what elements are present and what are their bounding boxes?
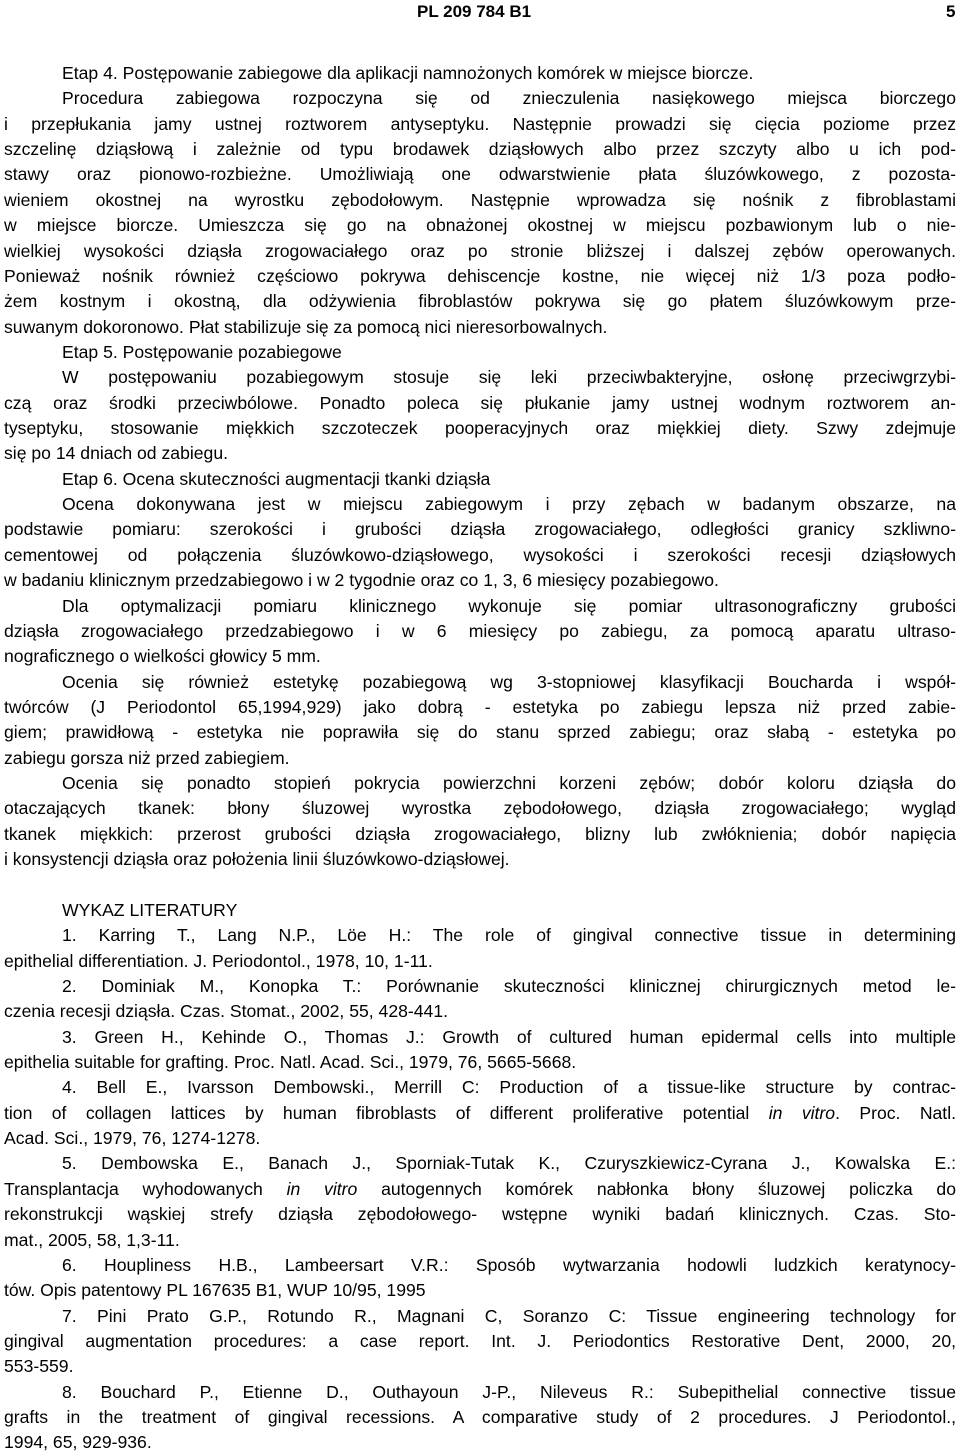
- text-span: Transplantacja wyhodowanych: [4, 1178, 287, 1199]
- text-line: Ponieważ nośnik również częściowo pokrywa dehiscencje kostne, nie więcej niż 1/3 poza podło-: [4, 265, 956, 286]
- text-line: W postępowaniu pozabiegowym stosuje się leki przeciwbakteryjne, osłonę przeciwgrzybi-: [62, 367, 956, 388]
- text-line: 3. Green H., Kehinde O., Thomas J.: Growth of cultured human epidermal cells into multiple: [62, 1026, 956, 1047]
- text-line: wieniem okostnej na wyrostku zębodołowym. Następnie wprowadza się nośnik z fibroblastami: [4, 189, 956, 210]
- text-span: autogennych komórek nabłonka błony śluzowej policzka do: [357, 1178, 956, 1199]
- text-line: Dla optymalizacji pomiaru klinicznego wykonuje się pomiar ultrasonograficzny grubości: [62, 595, 956, 616]
- text-line: Etap 6. Ocena skuteczności augmentacji tkanki dziąsła: [62, 468, 491, 489]
- text-line: Etap 4. Postępowanie zabiegowe dla aplikacji namnożonych komórek w miejsce biorcze.: [62, 63, 754, 83]
- text-line: Ocenia się ponadto stopień pokrycia powierzchni korzeni zębów; dobór koloru dziąsła do: [62, 773, 956, 794]
- text-line: w miejsce biorcze. Umieszcza się go na obnażonej okostnej w miejscu pozbawionym lub o nie-: [4, 215, 956, 236]
- text-line: czą oraz środki przeciwbólowe. Ponadto poleca się płukanie jamy ustnej wodnym roztworem an-: [4, 392, 956, 413]
- text-line: Etap 5. Postępowanie pozabiegowe: [62, 341, 342, 362]
- text-line: WYKAZ LITERATURY: [62, 899, 238, 920]
- text-line: rekonstrukcji wąskiej strefy dziąsła zębodołowego- wstępne wyniki badań klinicznych. Czas. Sto-: [4, 1204, 956, 1225]
- text-span: tion of collagen lattices by human fibroblasts of different proliferative potential: [4, 1102, 769, 1123]
- text-line: czenia recesji dziąsła. Czas. Stomat., 2002, 55, 428-441.: [4, 1001, 448, 1022]
- text-line: podstawie pomiaru: szerokości i grubości dziąsła zrogowaciałego, odległości granicy szkliwno-: [4, 519, 956, 540]
- text-line: wielkiej wysokości dziąsła zrogowaciałego oraz po stronie bliższej i dalszej zębów operowanych.: [4, 240, 956, 261]
- text-line: giem; prawidłową - estetyka nie poprawiła się do stanu sprzed zabiegu; oraz słabą - estetyka po: [4, 722, 956, 743]
- text-line: 553-559.: [4, 1356, 74, 1377]
- text-line: żem kostnym i okostną, dla odżywienia fibroblastów pokrywa się go płatem śluzówkowym prze-: [4, 291, 956, 312]
- text-line: i przepłukania jamy ustnej roztworem antyseptyku. Następnie prowadzi się cięcia poziome przez: [4, 113, 956, 134]
- text-line: otaczających tkanek: błony śluzowej wyrostka zębodołowego, dziąsła zrogowaciałego; wygląd: [4, 798, 956, 819]
- text-line: stawy oraz pionowo-rozbieżne. Umożliwiają one odwarstwienie płata śluzówkowego, z pozosta-: [4, 164, 956, 185]
- text-span: . Proc. Natl.: [835, 1102, 956, 1123]
- text-line: zabiegu gorsza niż przed zabiegiem.: [4, 747, 290, 768]
- text-line: 2. Dominiak M., Konopka T.: Porównanie skuteczności klinicznej chirurgicznych metod le-: [62, 975, 956, 996]
- text-line: nograficznego o wielkości głowicy 5 mm.: [4, 646, 321, 667]
- text-line: tkanek miękkich: przerost grubości dziąsła zrogowaciałego, blizny lub zwłóknienia; dobór napięcia: [4, 823, 956, 844]
- text-line: 5. Dembowska E., Banach J., Sporniak-Tutak K., Czuryszkiewicz-Cyrana J., Kowalska E.:: [62, 1153, 956, 1174]
- text-line: się po 14 dniach od zabiegu.: [4, 443, 229, 464]
- text-line: grafts in the treatment of gingival recessions. A comparative study of 2 procedures. J Periodontol.,: [4, 1407, 956, 1428]
- text-line: Ocenia się również estetykę pozabiegową wg 3-stopniowej klasyfikacji Boucharda i współ-: [62, 671, 956, 692]
- page-number: 5: [946, 2, 956, 21]
- text-line: epithelia suitable for grafting. Proc. Natl. Acad. Sci., 1979, 76, 5665-5668.: [4, 1052, 577, 1073]
- text-line: dziąsła zrogowaciałego przedzabiegowo i w 6 miesięcy po zabiegu, za pomocą aparatu ultraso-: [4, 620, 956, 641]
- text-line: tyseptyku, stosowanie miękkich szczoteczek pooperacyjnych oraz miękkiej diety. Szwy zdejmuje: [4, 418, 956, 439]
- patent-number: PL 209 784 B1: [417, 2, 532, 21]
- text-line: cementowej od połączenia śluzówkowo-dziąsłowego, wysokości i szerokości recesji dziąsłowych: [4, 544, 956, 565]
- text-line: twórców (J Periodontol 65,1994,929) jako dobrą - estetyka po zabiegu lepsza niż przed zabie-: [4, 697, 956, 717]
- text-line: 1994, 65, 929-936.: [4, 1432, 152, 1453]
- text-line: mat., 2005, 58, 1,3-11.: [4, 1229, 180, 1250]
- text-line: 4. Bell E., Ivarsson Dembowski., Merrill C: Production of a tissue-like structure by contrac-: [62, 1077, 956, 1098]
- text-line: [4, 1100, 956, 1126]
- italic-text: in vitro: [286, 1178, 358, 1199]
- text-line: Acad. Sci., 1979, 76, 1274-1278.: [4, 1128, 261, 1149]
- text-line: szczelinę dziąsłową i zależnie od typu brodawek dziąsłowych albo przez szczyty albo u ich pod-: [4, 139, 956, 160]
- text-line: Ocena dokonywana jest w miejscu zabiegowym i przy zębach w badanym obszarze, na: [62, 494, 956, 515]
- text-line: w badaniu klinicznym przedzabiegowo i w 2 tygodnie oraz co 1, 3, 6 miesięcy pozabiegowo.: [4, 570, 719, 591]
- text-line: 7. Pini Prato G.P., Rotundo R., Magnani C, Soranzo C: Tissue engineering technology for: [62, 1305, 956, 1326]
- text-line: i konsystencji dziąsła oraz położenia linii śluzówkowo-dziąsłowej.: [4, 849, 510, 870]
- text-line: [4, 872, 956, 898]
- text-line: epithelial differentiation. J. Periodontol., 1978, 10, 1-11.: [4, 950, 433, 971]
- text-line: suwanym dokoronowo. Płat stabilizuje się za pomocą nici nieresorbowalnych.: [4, 316, 608, 337]
- text-line: tów. Opis patentowy PL 167635 B1, WUP 10/95, 1995: [4, 1280, 426, 1301]
- text-line: 1. Karring T., Lang N.P., Löe H.: The role of gingival connective tissue in determining: [62, 925, 956, 946]
- text-line: 6. Houpliness H.B., Lambeersart V.R.: Sposób wytwarzania hodowli ludzkich keratynocy-: [62, 1254, 956, 1275]
- italic-text: in vitro: [768, 1102, 836, 1123]
- text-line: 8. Bouchard P., Etienne D., Outhayoun J-P., Nileveus R.: Subepithelial connective tissue: [62, 1381, 956, 1402]
- text-line: Procedura zabiegowa rozpoczyna się od znieczulenia nasiękowego miejsca biorczego: [62, 88, 956, 109]
- text-line: [4, 1176, 956, 1202]
- text-line: gingival augmentation procedures: a case report. Int. J. Periodontics Restorative Dent, 2000, 20,: [4, 1331, 956, 1351]
